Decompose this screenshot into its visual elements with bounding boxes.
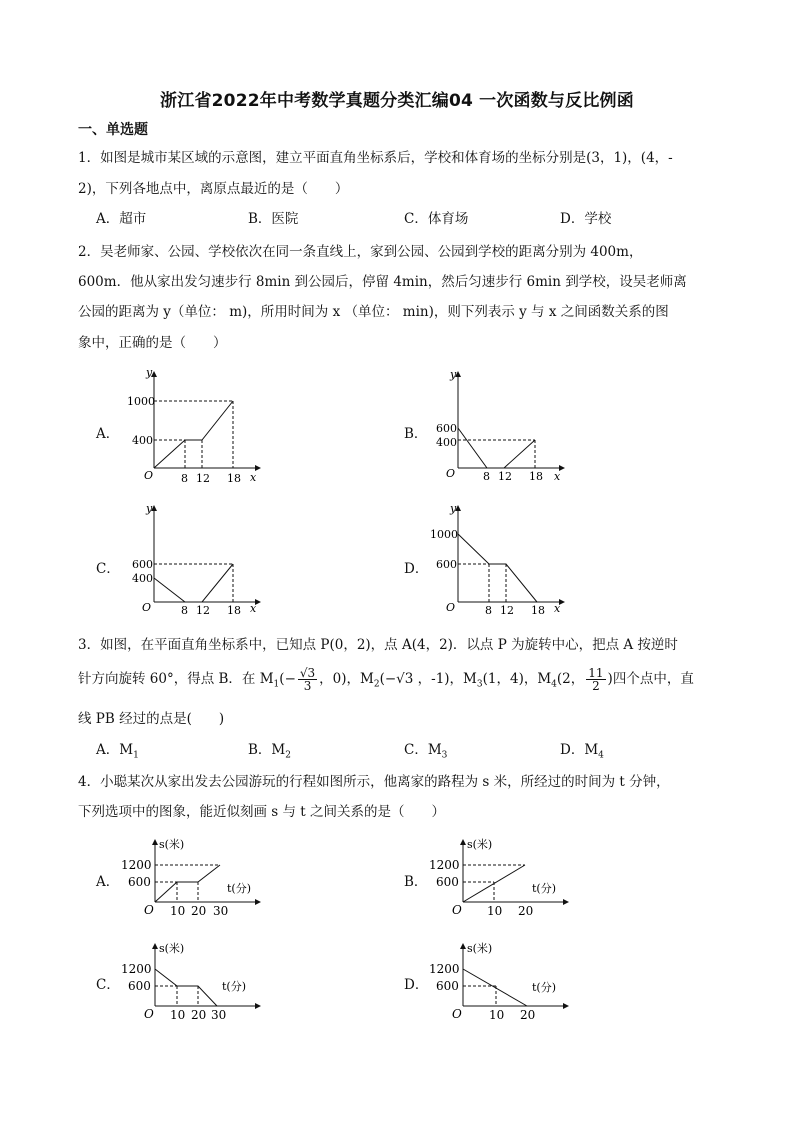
q1-option-c[interactable]: C．体育场 xyxy=(404,211,469,227)
y-tick-label: 1200 xyxy=(429,962,460,976)
q3-text: (−√3 ，-1)，M xyxy=(379,671,477,687)
x-tick-label: 8 xyxy=(483,470,490,483)
q2-stem-line3: 公园的距离为 y（单位： m)，所用时间为 x （单位： min)，则下列表示 y 与 x 之间函数关系的图 xyxy=(78,304,669,320)
x-tick-label: 18 xyxy=(227,472,241,485)
q3-option-a[interactable]: A．$M_1$ xyxy=(96,742,139,761)
y-tick-label: 1200 xyxy=(429,858,460,872)
x-axis-label: x xyxy=(250,602,257,615)
q1-stem-line2: 2)，下列各地点中，离原点最近的是（ ） xyxy=(78,181,349,197)
graph-line xyxy=(155,865,220,902)
q3-text: − xyxy=(284,671,296,687)
section-heading: 一、单选题 xyxy=(78,122,148,138)
x-tick-label: 8 xyxy=(181,472,188,485)
q2-stem-line2: 600m．他从家出发匀速步行 8min 到公园后，停留 4min，然后匀速步行 6min 到学校，设吴老师离 xyxy=(78,274,687,290)
x-tick-label: 18 xyxy=(529,470,543,483)
x-axis-label: x xyxy=(250,471,257,484)
y-tick-label: 600 xyxy=(128,979,151,993)
y-tick-label: 1200 xyxy=(121,962,152,976)
y-axis-label: s(米) xyxy=(159,838,185,851)
q1-option-a[interactable]: A．超市 xyxy=(96,211,147,227)
origin-label: O xyxy=(142,601,152,614)
y-axis-label: y xyxy=(146,366,153,379)
q3-text: (1，4)，M xyxy=(482,671,552,687)
q3-stem-line1: 3．如图，在平面直角坐标系中，已知点 P(0，2)，点 A(4，2)．以点 P 为旋转中心，把点 A 按逆时 xyxy=(78,637,678,653)
x-axis-label: x xyxy=(554,602,561,615)
origin-label: O xyxy=(452,1007,462,1021)
q3-sub: 4 xyxy=(551,679,557,690)
graph-line xyxy=(154,564,233,602)
x-tick-label: 18 xyxy=(531,604,545,617)
page-title: 浙江省2022年中考数学真题分类汇编04 一次函数与反比例函 xyxy=(160,91,634,111)
q2-graph-c-label[interactable]: C． xyxy=(96,561,120,577)
origin-label: O xyxy=(144,903,154,917)
graph-line xyxy=(155,969,217,1006)
y-tick-label: 1000 xyxy=(127,395,155,408)
q4-graph-d xyxy=(426,938,576,1026)
y-axis-label: s(米) xyxy=(467,942,493,955)
q2-graph-b-label[interactable]: B． xyxy=(404,426,428,442)
x-tick-label: 20 xyxy=(191,904,207,918)
x-tick-label: 8 xyxy=(181,604,188,617)
q3-text: (2， xyxy=(556,671,585,687)
graph-line xyxy=(154,401,233,468)
x-tick-label: 20 xyxy=(520,1008,536,1022)
y-tick-label: 400 xyxy=(132,572,153,585)
graph-line xyxy=(458,534,537,602)
y-tick-label: 1200 xyxy=(121,858,152,872)
origin-label: O xyxy=(452,903,462,917)
x-tick-label: 10 xyxy=(487,904,503,918)
q4-stem-line2: 下列选项中的图象，能近似刻画 s 与 t 之间关系的是（ ） xyxy=(78,804,446,820)
x-tick-label: 10 xyxy=(170,1008,186,1022)
q3-stem-line2 xyxy=(78,667,728,692)
x-tick-label: 30 xyxy=(213,904,229,918)
q3-text: 针方向旋转 60°，得点 B．在 M xyxy=(78,671,274,687)
q1-option-d[interactable]: D．学校 xyxy=(560,211,612,227)
q4-graph-b-label[interactable]: B． xyxy=(404,874,428,890)
q4-graph-c xyxy=(118,938,268,1026)
q4-graph-a xyxy=(118,834,268,922)
x-tick-label: 18 xyxy=(227,604,241,617)
y-axis-label: y xyxy=(146,502,153,515)
fraction-m4: $\frac{11}{2}$ xyxy=(588,666,604,693)
graph-line xyxy=(458,428,535,468)
q3-option-c[interactable]: C．$M_3$ xyxy=(404,742,448,761)
q2-stem-line4: 象中，正确的是（ ） xyxy=(78,335,227,351)
q1-option-b[interactable]: B．医院 xyxy=(248,211,299,227)
q2-graph-d-label[interactable]: D． xyxy=(404,561,429,577)
q3-option-b[interactable]: B．$M_2$ xyxy=(248,742,291,761)
origin-label: O xyxy=(144,469,154,482)
y-tick-label: 600 xyxy=(436,422,457,435)
y-tick-label: 600 xyxy=(128,875,151,889)
graph-line xyxy=(463,969,527,1006)
q1-stem-line1: 1．如图是城市某区域的示意图，建立平面直角坐标系后，学校和体育场的坐标分别是(3，1)，(4，- xyxy=(78,150,673,166)
y-tick-label: 1000 xyxy=(430,528,458,541)
x-tick-label: 12 xyxy=(500,604,514,617)
q2-graph-c xyxy=(110,500,270,622)
q3-sub: 3 xyxy=(476,679,483,690)
y-tick-label: 400 xyxy=(132,434,153,447)
x-axis-label: x xyxy=(554,470,561,483)
q2-graph-b xyxy=(418,366,578,488)
origin-label: O xyxy=(446,467,456,480)
y-axis-label: s(米) xyxy=(159,942,185,955)
q3-text: )四个点中，直 xyxy=(607,671,694,687)
y-axis-label: s(米) xyxy=(467,838,493,851)
y-tick-label: 600 xyxy=(436,558,457,571)
x-tick-label: 12 xyxy=(196,472,210,485)
x-tick-label: 20 xyxy=(191,1008,207,1022)
q2-stem-line1: 2．吴老师家、公园、学校依次在同一条直线上，家到公园、公园到学校的距离分别为 400m， xyxy=(78,244,643,260)
q3-sub: 2 xyxy=(373,679,380,690)
y-tick-label: 400 xyxy=(436,436,457,449)
x-tick-label: 12 xyxy=(196,604,210,617)
x-axis-label: t(分) xyxy=(532,981,557,994)
y-axis-label: y xyxy=(450,502,457,515)
fraction-m1: $\frac{√3}{3}$ xyxy=(299,666,316,693)
x-tick-label: 30 xyxy=(211,1008,227,1022)
q4-graph-a-label[interactable]: A． xyxy=(96,874,120,890)
x-tick-label: 20 xyxy=(518,904,534,918)
q4-graph-d-label[interactable]: D． xyxy=(404,977,429,993)
q2-graph-d xyxy=(418,500,578,622)
x-axis-label: t(分) xyxy=(227,882,252,895)
q3-text: ( xyxy=(279,671,285,687)
q3-option-d[interactable]: D．$M_4$ xyxy=(560,742,604,761)
x-axis-label: t(分) xyxy=(532,882,557,895)
y-tick-label: 600 xyxy=(436,979,459,993)
x-tick-label: 10 xyxy=(489,1008,505,1022)
y-axis-label: y xyxy=(450,368,457,381)
q3-sub: 1 xyxy=(273,679,280,690)
origin-label: O xyxy=(446,601,456,614)
x-tick-label: 10 xyxy=(170,904,186,918)
x-axis-label: t(分) xyxy=(222,980,247,993)
q2-graph-a-label[interactable]: A． xyxy=(96,426,120,442)
q4-graph-c-label[interactable]: C． xyxy=(96,977,120,993)
q4-graph-b xyxy=(426,834,576,922)
origin-label: O xyxy=(144,1007,154,1021)
y-tick-label: 600 xyxy=(436,875,459,889)
q3-stem-line3: 线 PB 经过的点是( ) xyxy=(78,711,225,727)
q2-graph-a xyxy=(110,366,270,488)
q4-stem-line1: 4．小聪某次从家出发去公园游玩的行程如图所示，他离家的路程为 s 米，所经过的时间为 t 分钟， xyxy=(78,774,670,790)
x-tick-label: 8 xyxy=(485,604,492,617)
y-tick-label: 600 xyxy=(132,558,153,571)
q3-text: ，0)，M xyxy=(319,671,374,687)
x-tick-label: 12 xyxy=(498,470,512,483)
